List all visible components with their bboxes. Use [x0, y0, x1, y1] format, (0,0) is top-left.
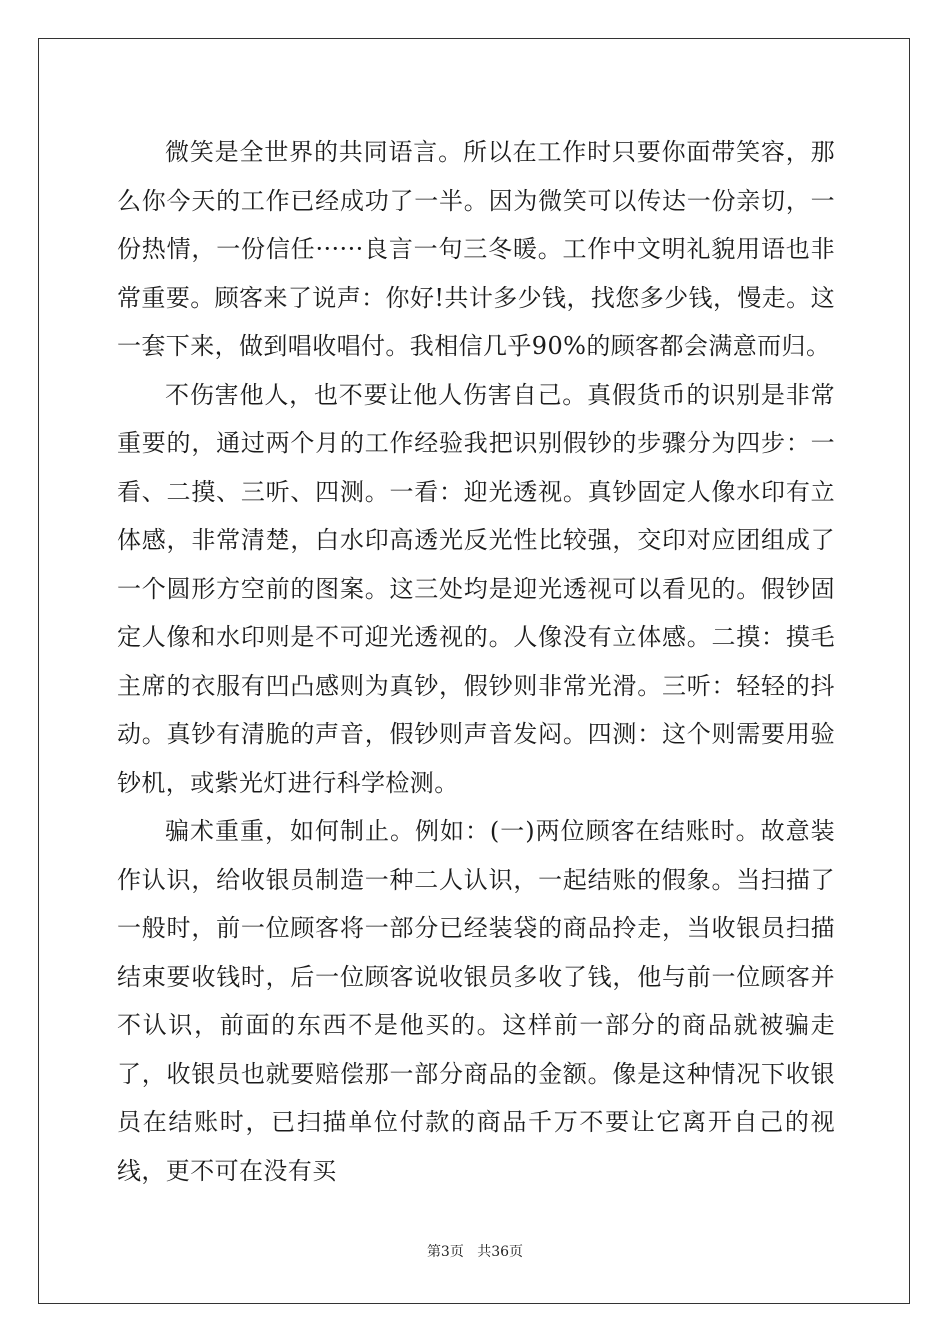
paragraph-smile: 微笑是全世界的共同语言。所以在工作时只要你面带笑容，那么你今天的工作已经成功了一半。因为微笑可以传达一份亲切，一份热情，一份信任······良言一句三冬暖。工作中文明礼貌用语也非常重要。顾客来了说声：你好!共计多少钱，找您多少钱，慢走。这一套下来，做到唱收唱付。我相信几乎90%的顾客都会满意而归。 [117, 138, 835, 360]
paragraph-scam: 骗术重重，如何制止。例如：(一)两位顾客在结账时。故意装作认识，给收银员制造一种二人认识，一起结账的假象。当扫描了一般时，前一位顾客将一部分已经装袋的商品拎走，当收银员扫描结束要收钱时，后一位顾客说收银员多收了钱，他与前一位顾客并不认识，前面的东西不是他买的。这样前一部分的商品就被骗走了，收银员也就要赔偿那一部分商品的金额。像是这种情况下收银员在结账时，已扫描单位付款的商品千万不要让它离开自己的视线，更不可在没有买 [117, 817, 835, 1185]
document-body [117, 128, 835, 1195]
page-footer [0, 1241, 950, 1261]
paragraph-counterfeit: 不伤害他人，也不要让他人伤害自己。真假货币的识别是非常重要的，通过两个月的工作经验我把识别假钞的步骤分为四步：一看、二摸、三听、四测。一看：迎光透视。真钞固定人像水印有立体感，非常清楚，白水印高透光反光性比较强，交印对应团组成了一个圆形方空前的图案。这三处均是迎光透视可以看见的。假钞固定人像和水印则是不可迎光透视的。人像没有立体感。二摸：摸毛主席的衣服有凹凸感则为真钞，假钞则非常光滑。三听：轻轻的抖动。真钞有清脆的声音，假钞则声音发闷。四测：这个则需要用验钞机，或紫光灯进行科学检测。 [117, 380, 835, 797]
page-number: 第3页 [426, 1244, 464, 1260]
page-total: 共36页 [477, 1244, 524, 1260]
